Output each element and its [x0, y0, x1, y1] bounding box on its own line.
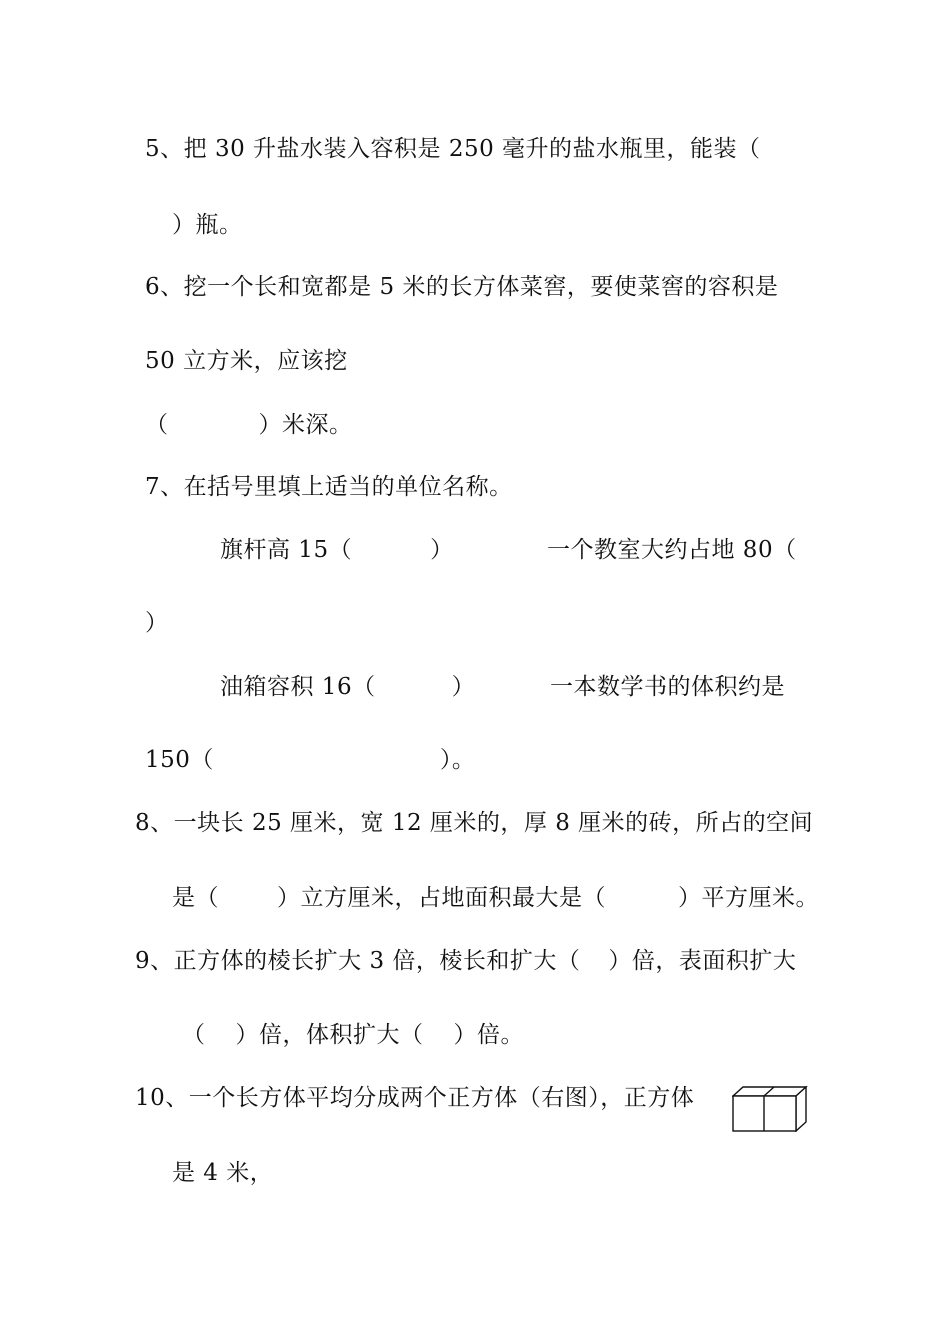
- q7-item-a: [220, 535, 454, 565]
- q7-item-b: 一个教室大约占地 80（: [547, 537, 797, 563]
- q7-a-prefix: 旗杆高 15（: [220, 537, 353, 563]
- q9-c: （: [182, 1022, 206, 1048]
- q9-a: 9、正方体的棱长扩大 3 倍，棱长和扩大（: [135, 948, 581, 974]
- q7-d-prefix: 150（: [145, 747, 214, 773]
- q9-e: ）倍。: [453, 1022, 524, 1048]
- q9-b: ）倍，表面积扩大: [608, 948, 797, 974]
- q9-line2: [182, 1020, 524, 1050]
- two-cubes-figure-icon: [732, 1086, 808, 1132]
- q8-line2: [172, 883, 819, 913]
- q10-line1: 10、一个长方体平均分成两个正方体（右图），正方体: [135, 1085, 695, 1111]
- q7-c-prefix: 油箱容积 16（: [220, 674, 376, 700]
- q6-line3: [145, 410, 353, 440]
- q7-title: 7、在括号里填上适当的单位名称。: [145, 474, 513, 500]
- q6-line1: 6、挖一个长和宽都是 5 米的长方体菜窖，要使菜窖的容积是: [145, 274, 779, 300]
- q5-line1: 5、把 30 升盐水装入容积是 250 毫升的盐水瓶里，能装（: [145, 136, 761, 162]
- q9-line1: [135, 946, 796, 976]
- q7-d-close: ）。: [439, 747, 476, 773]
- q7-a-close: ）: [430, 537, 454, 563]
- q7-item-c: [220, 672, 475, 702]
- q7-item-d: 一本数学书的体积约是: [550, 674, 785, 700]
- q8-b: ）立方厘米，占地面积最大是（: [277, 885, 606, 911]
- q8-c: ）平方厘米。: [678, 885, 819, 911]
- q7-item-d-line2: [145, 745, 475, 775]
- q8-line1: 8、一块长 25 厘米，宽 12 厘米的，厚 8 厘米的砖，所占的空间: [135, 810, 814, 836]
- q8-a: 是（: [172, 885, 219, 911]
- q10-line2: 是 4 米，: [172, 1160, 274, 1186]
- q5-line2: ）瓶。: [172, 212, 243, 238]
- q9-d: ）倍，体积扩大（: [235, 1022, 424, 1048]
- q6-close-text: ）米深。: [258, 412, 353, 438]
- q7-item-b-close: ）: [145, 610, 169, 636]
- q7-c-close: ）: [451, 674, 476, 700]
- q6-line2: 50 立方米，应该挖: [145, 348, 348, 374]
- q6-open-paren: （: [145, 412, 169, 438]
